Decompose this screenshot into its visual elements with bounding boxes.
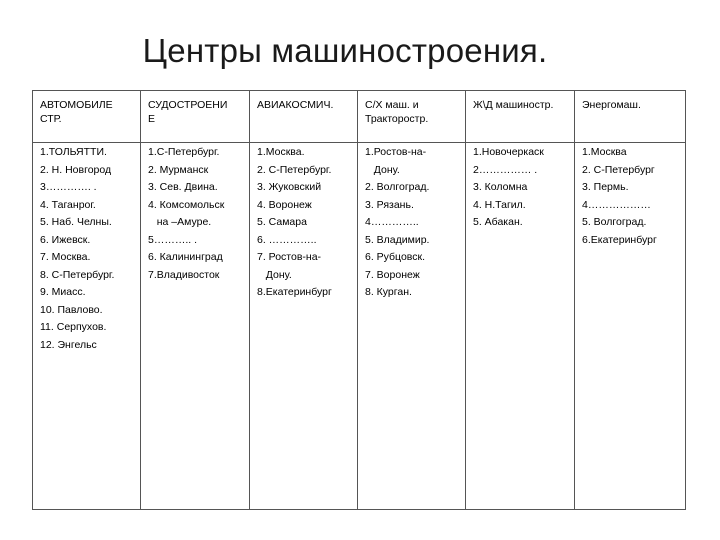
list-item: 1.Ростов-на-: [365, 146, 427, 158]
list-item: 5. Абакан.: [473, 216, 523, 228]
list-item: 3. Коломна: [473, 181, 528, 193]
list-item: 4………………: [582, 198, 651, 211]
column-header: АВТОМОБИЛЕ СТР.: [33, 91, 141, 143]
city-list: [257, 144, 353, 302]
column-header: АВИАКОСМИЧ.: [250, 91, 358, 143]
list-item: 5. Наб. Челны.: [40, 216, 112, 228]
list-item: 4…………..: [365, 216, 419, 228]
list-item: 6. Калининград: [148, 251, 223, 263]
column-header: С/Х маш. и Тракторостр.: [358, 91, 466, 143]
column-body: [141, 143, 250, 509]
list-item: 2. С-Петербург.: [257, 163, 332, 176]
list-item: 8. Курган.: [365, 286, 412, 298]
list-item: 2. С-Петербург: [582, 163, 655, 176]
list-item: 3…………. .: [40, 181, 97, 193]
list-item: 2. Волгоград.: [365, 181, 430, 193]
column-body: [575, 143, 685, 509]
list-item: 10. Павлово.: [40, 303, 103, 316]
list-item: 1.ТОЛЬЯТТИ.: [40, 146, 107, 158]
list-item: 4. Комсомольск: [148, 198, 225, 211]
column-header: Ж\Д машиностр.: [466, 91, 575, 143]
column-body: [358, 143, 466, 509]
list-item: 1.Москва: [582, 146, 627, 158]
list-item: Дону.: [257, 268, 292, 281]
column-body: [466, 143, 575, 509]
list-item: 7. Москва.: [40, 251, 91, 263]
list-item: 2…………… .: [473, 163, 538, 176]
list-item: Дону.: [365, 163, 400, 176]
list-item: 3. Жуковский: [257, 181, 322, 193]
list-item: 4. Таганрог.: [40, 198, 96, 211]
list-item: на –Амуре.: [148, 216, 212, 228]
list-item: 1.Новочеркаск: [473, 146, 544, 158]
list-item: 7.Владивосток: [148, 268, 220, 281]
list-item: 12. Энгельс: [40, 338, 97, 351]
city-list: [473, 144, 570, 232]
column-header: Энергомаш.: [575, 91, 685, 143]
column-body: [33, 143, 141, 509]
list-item: 4. Н.Тагил.: [473, 198, 526, 211]
list-item: 5……….. .: [148, 233, 198, 246]
list-item: 5. Волгоград.: [582, 216, 647, 228]
city-list: [148, 144, 245, 284]
list-item: 8.Екатеринбург: [257, 286, 332, 298]
city-list: [40, 144, 136, 354]
list-item: 8. С-Петербург.: [40, 268, 115, 281]
list-item: 6. Ижевск.: [40, 233, 91, 246]
list-item: 6. …………..: [257, 233, 317, 246]
list-item: 3. Рязань.: [365, 198, 414, 211]
list-item: 5. Самара: [257, 216, 307, 228]
list-item: 2. Мурманск: [148, 163, 209, 176]
city-list: [582, 144, 681, 249]
column-body: [250, 143, 358, 509]
list-item: 1.Москва.: [257, 146, 305, 158]
list-item: 3. Пермь.: [582, 181, 629, 193]
city-list: [365, 144, 461, 302]
list-item: 7. Воронеж: [365, 268, 420, 281]
list-item: 1.С-Петербург.: [148, 146, 220, 158]
list-item: 3. Сев. Двина.: [148, 181, 218, 193]
industry-centers-table: [32, 90, 686, 510]
list-item: 5. Владимир.: [365, 233, 430, 246]
list-item: 2. Н. Новгород: [40, 163, 112, 176]
list-item: 4. Воронеж: [257, 198, 312, 211]
page-title: Центры машиностроения.: [142, 32, 548, 69]
column-header: СУДОСТРОЕНИ Е: [141, 91, 250, 143]
list-item: 9. Миасс.: [40, 286, 86, 298]
list-item: 11. Серпухов.: [40, 321, 107, 333]
list-item: 6.Екатеринбург: [582, 233, 657, 246]
list-item: 6. Рубцовск.: [365, 251, 426, 263]
list-item: 7. Ростов-на-: [257, 251, 322, 263]
